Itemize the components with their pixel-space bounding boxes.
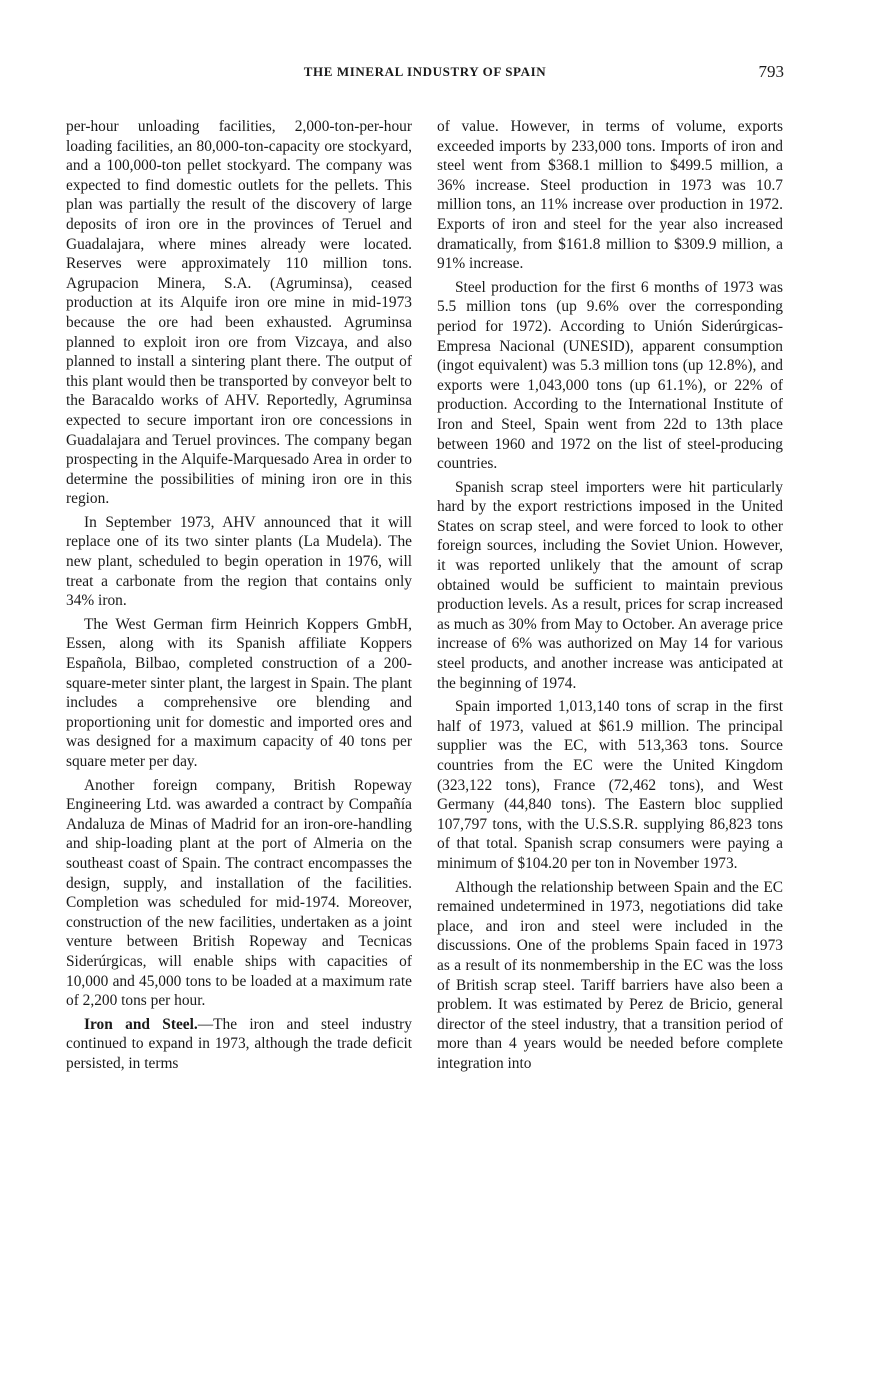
paragraph-scrap-imports: Spain imported 1,013,140 tons of scrap in the first half of 1973, valued at $61.9 million. The principal supplier was the EC, with 513,363 tons. Source countries from the EC were the United Kingdom (323,122 tons), France (72,462 tons), and West Germany (44,840 tons). The Eastern bloc supplied 107,797 tons, with the U.S.S.R. supplying 86,823 tons of that total. Spanish scrap consumers were paying a minimum of $104.20 per ton in November 1973. xyxy=(437,698,783,872)
paragraph-ahv-sinter-plant: In September 1973, AHV announced that it will replace one of its two sinter plants (La Mudela). The new plant, scheduled to begin operation in 1976, will treat a carbonate from the region that contains only 34% iron. xyxy=(66,513,412,610)
paragraph-pellet-facilities: per-hour unloading facilities, 2,000-ton-per-hour loading facilities, an 80,000-ton-capacity ore stockyard, and a 100,000-ton pellet stockyard. The company was expected to find domestic outlets for the pellets. This plan was partially the result of the discovery of large deposits of iron ore in the provinces of Teruel and Guadalajara, where mines already were located. Reserves were approximately 110 million tons. Agrupacion Minera, S.A. (Agruminsa), ceased production at its Alquife iron ore mine in mid-1973 because the ore had been exhausted. Agruminsa planned to exploit iron ore from Vizcaya, and also planned to install a sintering plant there. The output of this plant would then be transported by conveyor belt to the Baracaldo works of AHV. Reportedly, Agruminsa expected to secure important iron ore concessions in Guadalajara and Teruel provinces. The company began prospecting in the Alquife-Marquesado Area in order to determine the possibilities of mining iron ore in this region. xyxy=(66,118,412,508)
paragraph-ec-relationship: Although the relationship between Spain and the EC remained undetermined in 1973, negotiations did take place, and iron and steel were included in the discussions. One of the problems Spain faced in 1973 as a result of its nonmembership in the EC was the loss of British scrap steel. Tariff barriers have also been a problem. It was estimated by Perez de Bricio, general director of the steel industry, that a transition period of more than 4 years would be needed before complete integration into xyxy=(437,878,783,1072)
section-heading-iron-and-steel: Iron and Steel. xyxy=(84,1015,198,1033)
paragraph-british-ropeway: Another foreign company, British Ropeway Engineering Ltd. was awarded a contract by Compañía Andaluza de Minas of Madrid for an iron-ore-handling and ship-loading plant at the port of Almeria on the southeast coast of Spain. The contract encompasses the design, supply, and installation of the facilities. Completion was scheduled for mid-1974. Moreover, construction of the new facilities, undertaken as a joint venture between British Ropeway and Tecnicas Siderúrgicas, will enable ships with capacities of 10,000 and 45,000 tons to be loaded at a maximum rate of 2,200 tons per hour. xyxy=(66,776,412,1010)
right-column xyxy=(437,117,783,1078)
paragraph-scrap-importers: Spanish scrap steel importers were hit particularly hard by the export restrictions imposed in the United States on scrap steel, and were forced to look to other foreign sources, including the Soviet Union. However, it was reported unlikely that the amount of scrap obtained would be sufficient to maintain previous production levels. As a result, prices for scrap increased as much as 30% from May to October. An average price increase of 6% was authorized on May 14 for various steel products, and another increase was anticipated at the beginning of 1974. xyxy=(437,478,783,692)
paragraph-trade-values: of value. However, in terms of volume, exports exceeded imports by 233,000 tons. Imports of iron and steel went from $368.1 million to $499.5 million, a 36% increase. Steel production in 1973 was 10.7 million tons, an 11% increase over production in 1972. Exports of iron and steel for the year also increased dramatically, from $161.8 million to $309.9 million, a 91% increase. xyxy=(437,118,783,273)
running-head xyxy=(66,62,784,86)
paragraph-iron-and-steel xyxy=(66,1015,412,1074)
paragraph-steel-production: Steel production for the first 6 months of 1973 was 5.5 million tons (up 9.6% over the corresponding period for 1972). According to Unión Siderúrgicas-Empresa Nacional (UNESID), apparent consumption (ingot equivalent) was 5.3 million tons (up 12.8%), and exports were 1,043,000 tons (up 61.1%), or 22% of production. According to the International Institute of Iron and Steel, Spain went from 22d to 13th place between 1960 and 1972 on the list of steel-producing countries. xyxy=(437,278,783,473)
paragraph-koppers-sinter-plant: The West German firm Heinrich Koppers GmbH, Essen, along with its Spanish affiliate Koppers Española, Bilbao, completed construction of a 200-square-meter sinter plant, the largest in Spain. The plant includes a comprehensive ore blending and proportioning unit for domestic and imported ores and was designed for a maximum capacity of 40 tons per square meter per day. xyxy=(66,615,412,770)
left-column xyxy=(66,117,412,1078)
page-number: 793 xyxy=(758,62,784,81)
iron-and-steel-text: —The iron and steel industry continued to expand in 1973, although the trade deficit persisted, in terms xyxy=(66,1015,413,1072)
running-title: THE MINERAL INDUSTRY OF SPAIN xyxy=(303,64,547,79)
